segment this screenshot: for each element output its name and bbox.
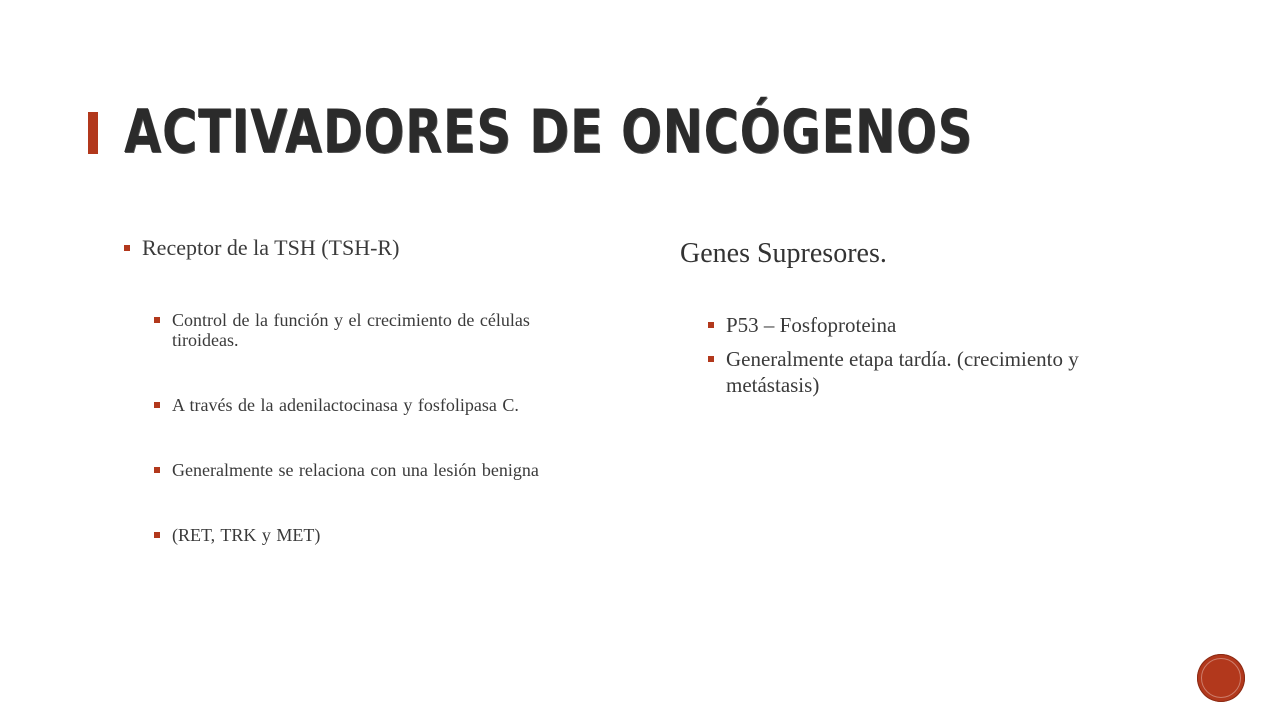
list-item [154, 525, 594, 545]
right-list [708, 312, 1120, 398]
list-item [154, 395, 594, 415]
badge-ring [1201, 658, 1241, 698]
square-bullet-icon [708, 322, 714, 328]
list-item-text: Generalmente etapa tardía. (crecimiento y metástasis) [726, 347, 1079, 397]
circle-badge-icon [1197, 654, 1245, 702]
list-item-text: Generalmente se relaciona con una lesión benigna [172, 460, 539, 480]
list-item [154, 460, 594, 480]
square-bullet-icon [708, 356, 714, 362]
left-sub-list [154, 310, 594, 545]
square-bullet-icon [154, 317, 160, 323]
left-main-list [124, 234, 594, 262]
list-item-text: Control de la función y el crecimiento de células tiroideas. [172, 310, 530, 350]
list-item-text: (RET, TRK y MET) [172, 525, 321, 545]
square-bullet-icon [124, 245, 130, 251]
list-item-text: A través de la adenilactocinasa y fosfolipasa C. [172, 395, 519, 415]
square-bullet-icon [154, 467, 160, 473]
title-accent-bar [88, 112, 98, 154]
left-column [124, 234, 594, 545]
list-item-main [124, 234, 594, 262]
square-bullet-icon [154, 402, 160, 408]
list-item-text: Receptor de la TSH (TSH-R) [142, 235, 400, 260]
right-column [680, 236, 1120, 406]
square-bullet-icon [154, 532, 160, 538]
slide-title: ACTIVADORES DE ONCÓGENOS [124, 97, 973, 167]
list-item-text: P53 – Fosfoproteina [726, 313, 897, 337]
list-item [708, 312, 1120, 338]
list-item [708, 346, 1120, 398]
list-item [154, 310, 594, 350]
section-heading: Genes Supresores. [680, 238, 887, 269]
